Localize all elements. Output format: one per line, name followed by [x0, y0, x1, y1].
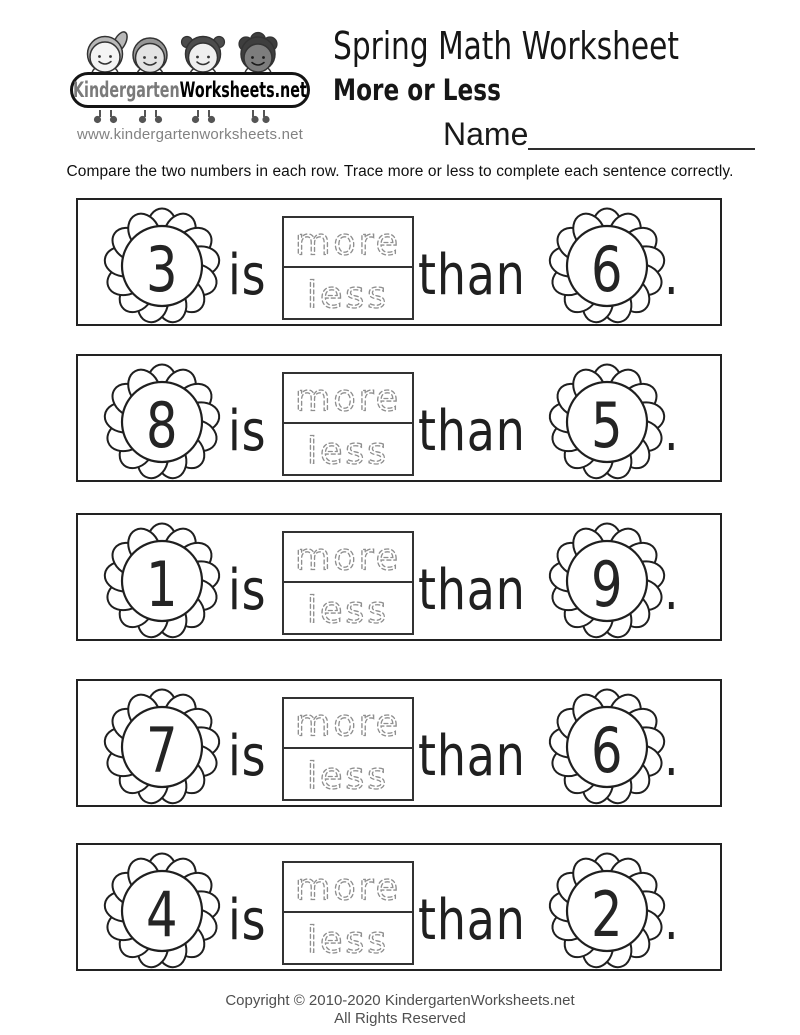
left-number: 3 — [146, 233, 178, 306]
period-label: . — [664, 724, 680, 789]
flower-icon — [545, 687, 669, 807]
trace-less-option — [284, 268, 412, 318]
svg-text:less: less — [306, 754, 390, 798]
flower-icon — [100, 362, 224, 482]
footer — [0, 992, 800, 1029]
worksheet-row — [76, 513, 722, 641]
flower-icon — [100, 521, 224, 641]
flower-icon — [100, 206, 224, 326]
right-number: 2 — [591, 878, 623, 951]
is-label: is — [228, 558, 267, 623]
worksheet-row — [76, 198, 722, 326]
trace-more-option — [284, 218, 412, 268]
worksheet-row — [76, 679, 722, 807]
period-label: . — [664, 243, 680, 308]
site-url: www.kindergartenworksheets.net — [76, 126, 304, 143]
svg-text:less: less — [306, 918, 390, 962]
logo-banner — [70, 72, 310, 108]
than-label: than — [418, 888, 526, 953]
flower-icon — [100, 851, 224, 971]
period-label: . — [664, 399, 680, 464]
trace-more-option — [284, 863, 412, 913]
left-number: 7 — [146, 714, 178, 787]
trace-answer-box — [282, 861, 414, 965]
period-label: . — [664, 558, 680, 623]
svg-text:less: less — [306, 588, 390, 632]
name-field — [443, 116, 755, 153]
than-label: than — [418, 724, 526, 789]
trace-answer-box — [282, 372, 414, 476]
trace-less-option — [284, 583, 412, 633]
left-number: 1 — [146, 548, 178, 621]
brand-name-gray: Kindergarten — [73, 78, 180, 102]
svg-text:more: more — [295, 535, 401, 579]
trace-answer-box — [282, 216, 414, 320]
right-number: 5 — [591, 389, 623, 462]
is-label: is — [228, 724, 267, 789]
trace-answer-box — [282, 531, 414, 635]
right-number: 6 — [591, 714, 623, 787]
brand-name-black: Worksheets.net — [179, 78, 307, 102]
flower-icon — [545, 362, 669, 482]
trace-more-option — [284, 374, 412, 424]
name-blank-line — [528, 120, 755, 150]
instructions-text: Compare the two numbers in each row. Trace more or less to complete each sentence correctly. — [66, 163, 734, 180]
is-label: is — [228, 888, 267, 953]
trace-less-option — [284, 424, 412, 474]
right-number: 6 — [591, 233, 623, 306]
flower-icon — [545, 851, 669, 971]
worksheet-row — [76, 354, 722, 482]
trace-more-option — [284, 699, 412, 749]
than-label: than — [418, 558, 526, 623]
kids-illustration-icon — [70, 28, 310, 78]
kids-legs-icon — [70, 110, 310, 126]
trace-answer-box — [282, 697, 414, 801]
svg-text:more: more — [295, 376, 401, 420]
is-label: is — [228, 399, 267, 464]
flower-icon — [100, 687, 224, 807]
than-label: than — [418, 399, 526, 464]
name-label: Name — [443, 116, 529, 152]
left-number: 4 — [146, 878, 178, 951]
page-subtitle: More or Less — [333, 73, 501, 107]
is-label: is — [228, 243, 267, 308]
left-number: 8 — [146, 389, 178, 462]
period-label: . — [664, 888, 680, 953]
svg-text:more: more — [295, 865, 401, 909]
flower-icon — [545, 206, 669, 326]
trace-less-option — [284, 913, 412, 963]
copyright-text: Copyright © 2010-2020 KindergartenWorksheets.net — [225, 992, 575, 1009]
flower-icon — [545, 521, 669, 641]
svg-text:more: more — [295, 220, 401, 264]
than-label: than — [418, 243, 526, 308]
svg-text:less: less — [306, 429, 390, 473]
svg-text:more: more — [295, 701, 401, 745]
right-number: 9 — [591, 548, 623, 621]
rights-text: All Rights Reserved — [334, 1010, 466, 1028]
trace-less-option — [284, 749, 412, 799]
worksheet-row — [76, 843, 722, 971]
trace-more-option — [284, 533, 412, 583]
svg-text:less: less — [306, 273, 390, 317]
page-title: Spring Math Worksheet — [333, 24, 680, 68]
